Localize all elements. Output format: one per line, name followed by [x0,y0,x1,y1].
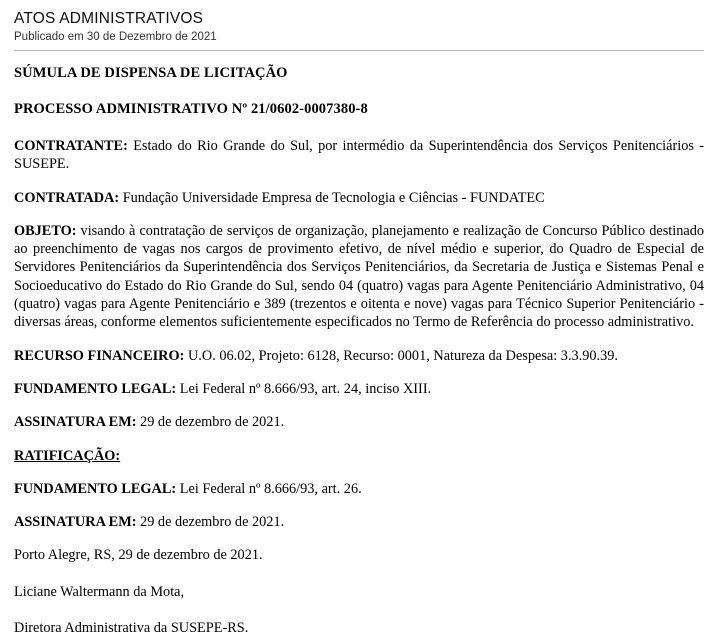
header-divider [14,50,704,51]
field-fundamento-legal-label: FUNDAMENTO LEGAL: [14,380,177,397]
ratification-heading-label: RATIFICAÇÃO: [14,447,121,464]
field-fundamento-legal [14,380,704,398]
field-fundamento-legal-value: Lei Federal nº 8.666/93, art. 24, inciso XIII. [179,380,432,397]
field-assinatura-em-label: ASSINATURA EM: [14,414,137,431]
document-title: SÚMULA DE DISPENSA DE LICITAÇÃO [14,65,288,81]
field-contratada-value: Fundação Universidade Empresa de Tecnologia e Ciências - FUNDATEC [122,189,545,206]
field-assinatura-em [14,413,704,431]
publication-date: Publicado em 30 de Dezembro de 2021 [14,31,217,43]
field-recurso-financeiro [14,347,704,365]
closing-place-date: Porto Alegre, RS, 29 de dezembro de 2021. [14,547,263,564]
field-contratante [14,137,704,174]
section-title: ATOS ADMINISTRATIVOS [14,10,204,27]
field-objeto-value: visando à contratação de serviços de organização, planejamento e realização de Concurso Público destinado ao preenchimento de vagas nos cargos de provimento efetivo, de nível médio e superior, do Quadro de Especial de Servidores Penitenciários da Superintendência dos Serviços Penitenciários, da Secretaria de Justiça e Sistemas Penal e Socioeducativo do Estado do Rio Grande do Sul, sendo 04 (quatro) vagas para Agente Penitenciário Administrativo, 04 (quatro) vagas para Agente Penitenciário e 389 (trezentos e oitenta e nove) vagas para Técnico Superior Penitenciário - diversas áreas, conforme elementos suficientemente especificados no Termo de Referência do processo administrativo. [14,222,705,331]
field-recurso-financeiro-value: U.O. 06.02, Projeto: 6128, Recurso: 0001, Natureza da Despesa: 3.3.90.39. [187,347,618,364]
ratification-fundamento-legal-label: FUNDAMENTO LEGAL: [14,480,177,497]
ratification-fundamento-legal-value: Lei Federal nº 8.666/93, art. 26. [179,480,362,497]
field-recurso-financeiro-label: RECURSO FINANCEIRO: [14,347,185,364]
field-contratante-value: Estado do Rio Grande do Sul, por intermédio da Superintendência dos Serviços Penitenciários - SUSEPE. [14,138,705,173]
field-assinatura-em-value: 29 de dezembro de 2021. [140,414,285,431]
process-number: PROCESSO ADMINISTRATIVO Nº 21/0602-0007380-8 [14,101,368,117]
ratification-assinatura-em-label: ASSINATURA EM: [14,514,137,531]
ratification-fundamento-legal [14,480,704,498]
closing-signer-name: Liciane Waltermann da Mota, [14,583,185,600]
field-objeto-label: OBJETO: [14,222,77,239]
closing-signer-role: Diretora Administrativa da SUSEPE-RS. [14,620,249,637]
ratification-heading [14,447,704,465]
field-contratada-label: CONTRATADA: [14,189,120,206]
ratification-assinatura-em-value: 29 de dezembro de 2021. [140,514,285,531]
ratification-assinatura-em [14,513,704,531]
field-contratante-label: CONTRATANTE: [14,138,128,154]
field-contratada [14,189,704,207]
field-objeto [14,222,704,332]
